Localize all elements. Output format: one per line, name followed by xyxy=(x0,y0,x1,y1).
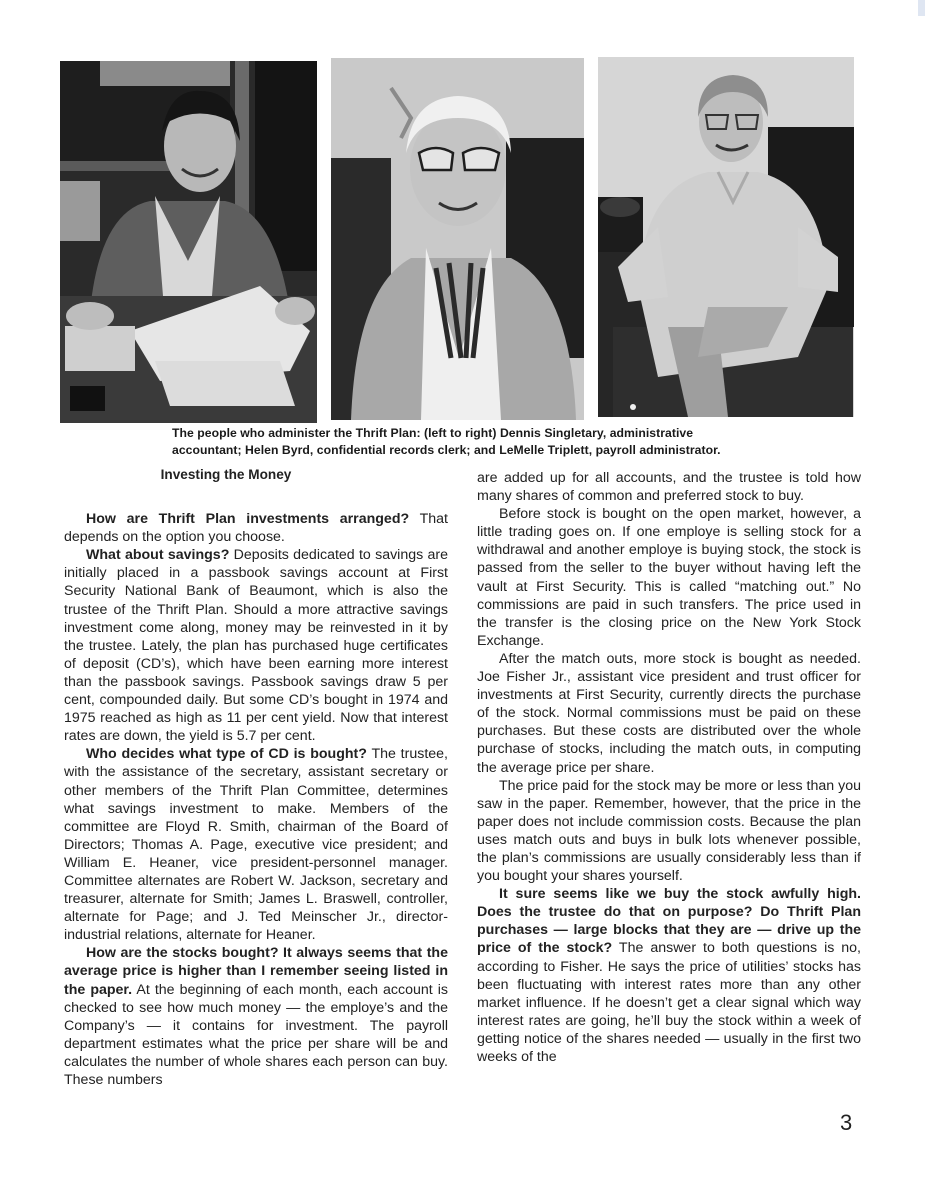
answer-text: Deposits dedicated to savings are initially placed in a passbook savings account at First Security National Bank of Beaumont, which is also the trustee of the Thrift Plan. Should a more attractive savings investment come along, money may be reinvested in it by the trustee. Lately, the plan has purchased huge certificates of deposit (CD’s), which have been earning more interest than the passbook savings. Passbook savings draw 5 per cent, compounded daily. But some CD’s bought in 1974 and 1975 reached as high as 11 per cent yield. Now that interest rates are down, the yield is 5.7 per cent. xyxy=(64,547,448,745)
article-paragraph xyxy=(477,885,861,1066)
answer-text: At the beginning of each month, each account is checked to see how much money — the employe’s and the Company’s — it contains for investment. The payroll department estimates what the price per share will be and calculates the number of whole shares each person can buy. These numbers xyxy=(64,981,448,1088)
caption-line-2: accountant; Helen Byrd, confidential records clerk; and LeMelle Triplett, payroll administrator. xyxy=(172,443,721,457)
answer-text: are added up for all accounts, and the trustee is told how many shares of common and preferred stock to buy. xyxy=(477,470,861,505)
photo-caption xyxy=(172,425,772,459)
article-paragraph xyxy=(64,546,448,745)
article-column-right xyxy=(477,469,861,1066)
article-paragraph xyxy=(477,469,861,505)
question-text: What about savings? xyxy=(86,547,230,564)
answer-text: The trustee, with the assistance of the secretary, assistant secretary or other members of the Thrift Plan Committee, determines what savings investment to make. Members of the committee are Floyd R. Smith, chairman of the Board of Directors; Thomas A. Page, executive vice president; and William E. Heaner, vice president-personnel manager. Committee alternates are Robert W. Jackson, secretary and treasurer, alternate for Smith; James L. Braswell, controller, alternate for Page; and J. Ted Meinscher Jr., director-industrial relations, alternate for Heaner. xyxy=(64,746,449,944)
page-edge-mark xyxy=(918,0,925,16)
answer-text: Before stock is bought on the open market, however, a little trading goes on. If one employe is selling stock for a withdrawal and another employe is buying stock, the stock is passed from the seller to the buyer without having left the vault at First Security. This is called “matching out.” No commissions are paid in such transfers. The price used in the transfer is the closing price on the New York Stock Exchange. xyxy=(477,506,861,649)
article-paragraph xyxy=(64,745,448,944)
answer-text: That depends on the option you choose. xyxy=(64,511,448,546)
caption-line-1: The people who administer the Thrift Plan: (left to right) Dennis Singletary, administrative xyxy=(172,426,694,440)
article-column-left xyxy=(64,466,448,1089)
page-number: 3 xyxy=(840,1110,853,1135)
question-text: Who decides what type of CD is bought? xyxy=(86,746,367,763)
question-text: It sure seems like we buy the stock awfully high. Does the trustee do that on purpose? Do Thrift Plan purchases — large blocks that they are — drive up the price of the stock? xyxy=(477,886,861,957)
article-paragraph xyxy=(477,777,861,886)
article-paragraph xyxy=(477,505,861,650)
question-text: How are the stocks bought? It always seems that the average price is higher than I remember seeing listed in the paper. xyxy=(64,945,448,998)
question-text: How are Thrift Plan investments arranged? xyxy=(86,511,410,528)
photo-helen-byrd xyxy=(331,58,584,420)
photo-dennis-singletary xyxy=(60,61,317,423)
answer-text: The answer to both questions is no, according to Fisher. He says the price of utilities’ stocks has been fluctuating with interest rates more than any other market influence. If he doesn’t get a clear signal which way interest rates are going, he’ll buy the stock within a week of getting notice of the shares needed — usually in the first two weeks of the xyxy=(477,940,861,1065)
article-paragraph xyxy=(64,510,448,546)
section-heading: Investing the Money xyxy=(160,467,292,482)
answer-text: The price paid for the stock may be more or less than you saw in the paper. Remember, however, that the price in the paper does not include commission costs. Because the plan uses match outs and buys in bulk lots whenever possible, the plan’s commissions are usually considerably less than if you bought your shares yourself. xyxy=(477,777,861,885)
photo-2-image xyxy=(331,58,584,420)
photo-1-image xyxy=(60,61,317,423)
article-paragraph xyxy=(64,944,448,1089)
photo-3-image xyxy=(598,57,854,417)
article-paragraph xyxy=(477,650,861,777)
photo-lemelle-triplett xyxy=(598,57,854,417)
answer-text: After the match outs, more stock is bought as needed. Joe Fisher Jr., assistant vice president and trust officer for investments at First Security, currently directs the purchase of the stock. Normal commissions must be paid on these purchases. But these costs are distributed over the whole purchase of stocks, including the match outs, in computing the average price per share. xyxy=(477,650,861,776)
